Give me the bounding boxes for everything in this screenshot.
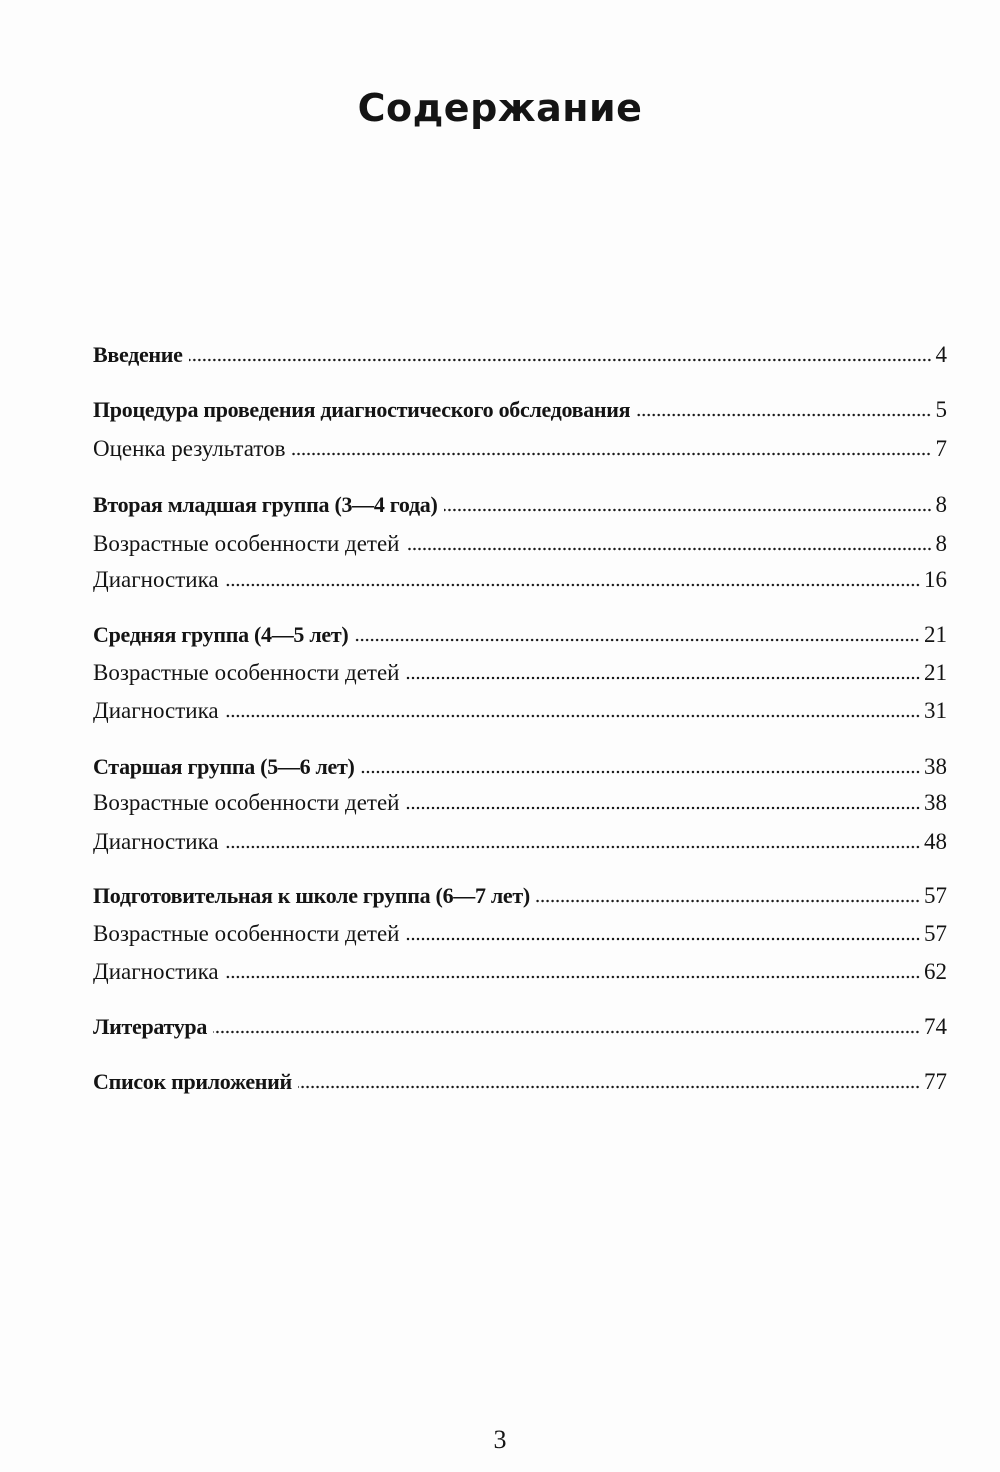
toc-entry[interactable]: [93, 751, 947, 783]
toc-entry-page: 38: [924, 790, 947, 815]
page-title: Содержание: [357, 86, 643, 130]
toc-entry-page: 74: [924, 1014, 947, 1039]
toc-entry-page: 21: [924, 660, 947, 685]
toc-entry[interactable]: [93, 826, 947, 858]
toc-entry-title: Список приложений: [93, 1069, 292, 1094]
toc-entry[interactable]: [93, 339, 947, 371]
toc-entry-title: Возрастные особенности детей: [93, 921, 400, 946]
dot-leader: [225, 714, 920, 718]
toc-entry-title: Возрастные особенности детей: [93, 660, 400, 685]
toc-entry-title: Старшая группа (5—6 лет): [93, 754, 355, 779]
toc-entry-page: 16: [924, 567, 947, 592]
toc-entry[interactable]: [93, 564, 947, 596]
toc-entry-page: 21: [924, 622, 947, 647]
toc-entry[interactable]: [93, 787, 947, 819]
dot-leader: [406, 547, 932, 551]
toc-entry-page: 5: [935, 397, 947, 422]
toc-entry-title: Возрастные особенности детей: [93, 790, 400, 815]
toc-entry-title: Диагностика: [93, 698, 219, 723]
dot-leader: [225, 845, 920, 849]
toc-entry[interactable]: [93, 394, 947, 426]
toc-entry-page: 8: [935, 492, 947, 517]
toc-entry-page: 57: [924, 921, 947, 946]
toc-entry-page: 8: [935, 531, 947, 556]
page-number: 3: [493, 1425, 507, 1454]
toc-entry[interactable]: [93, 880, 947, 912]
dot-leader: [225, 583, 920, 587]
toc-entry-page: 57: [924, 883, 947, 908]
toc-entry[interactable]: [93, 657, 947, 689]
toc-entry-title: Оценка результатов: [93, 436, 286, 461]
toc-entry-title: Диагностика: [93, 829, 219, 854]
toc-entry-title: Средняя группа (4—5 лет): [93, 622, 349, 647]
toc-entry-page: 48: [924, 829, 947, 854]
dot-leader: [361, 770, 920, 774]
toc-entry-page: 31: [924, 698, 947, 723]
toc-entry[interactable]: [93, 433, 947, 465]
toc-entry[interactable]: [93, 956, 947, 988]
toc-entry-page: 4: [935, 342, 947, 367]
toc-entry[interactable]: [93, 528, 947, 560]
dot-leader: [354, 638, 920, 642]
toc-entry-page: 77: [924, 1069, 947, 1094]
toc-entry-page: 7: [935, 436, 947, 461]
dot-leader: [213, 1030, 920, 1034]
toc-entry-title: Диагностика: [93, 959, 219, 984]
toc-entry[interactable]: [93, 695, 947, 727]
toc-entry-page: 38: [924, 754, 947, 779]
dot-leader: [406, 806, 921, 810]
toc-entry-title: Литература: [93, 1014, 208, 1039]
dot-leader: [406, 937, 921, 941]
dot-leader: [225, 975, 920, 979]
toc-entry-title: Возрастные особенности детей: [93, 531, 400, 556]
dot-leader: [291, 452, 931, 456]
dot-leader: [189, 358, 932, 362]
toc-entry[interactable]: [93, 489, 947, 521]
dot-leader: [636, 413, 931, 417]
toc-entry-title: Введение: [93, 342, 183, 367]
toc-entry[interactable]: [93, 918, 947, 950]
toc-entry-page: 62: [924, 959, 947, 984]
dot-leader: [298, 1085, 920, 1089]
dot-leader: [536, 899, 920, 903]
toc-entry[interactable]: [93, 1066, 947, 1098]
toc-entry-title: Диагностика: [93, 567, 219, 592]
toc-entry-title: Подготовительная к школе группа (6—7 лет): [93, 883, 530, 908]
toc-entry[interactable]: [93, 619, 947, 651]
dot-leader: [444, 508, 932, 512]
toc-entry-title: Процедура проведения диагностического обследования: [93, 397, 631, 422]
dot-leader: [406, 676, 921, 680]
toc-entry-title: Вторая младшая группа (3—4 года): [93, 492, 438, 517]
toc-entry[interactable]: [93, 1011, 947, 1043]
